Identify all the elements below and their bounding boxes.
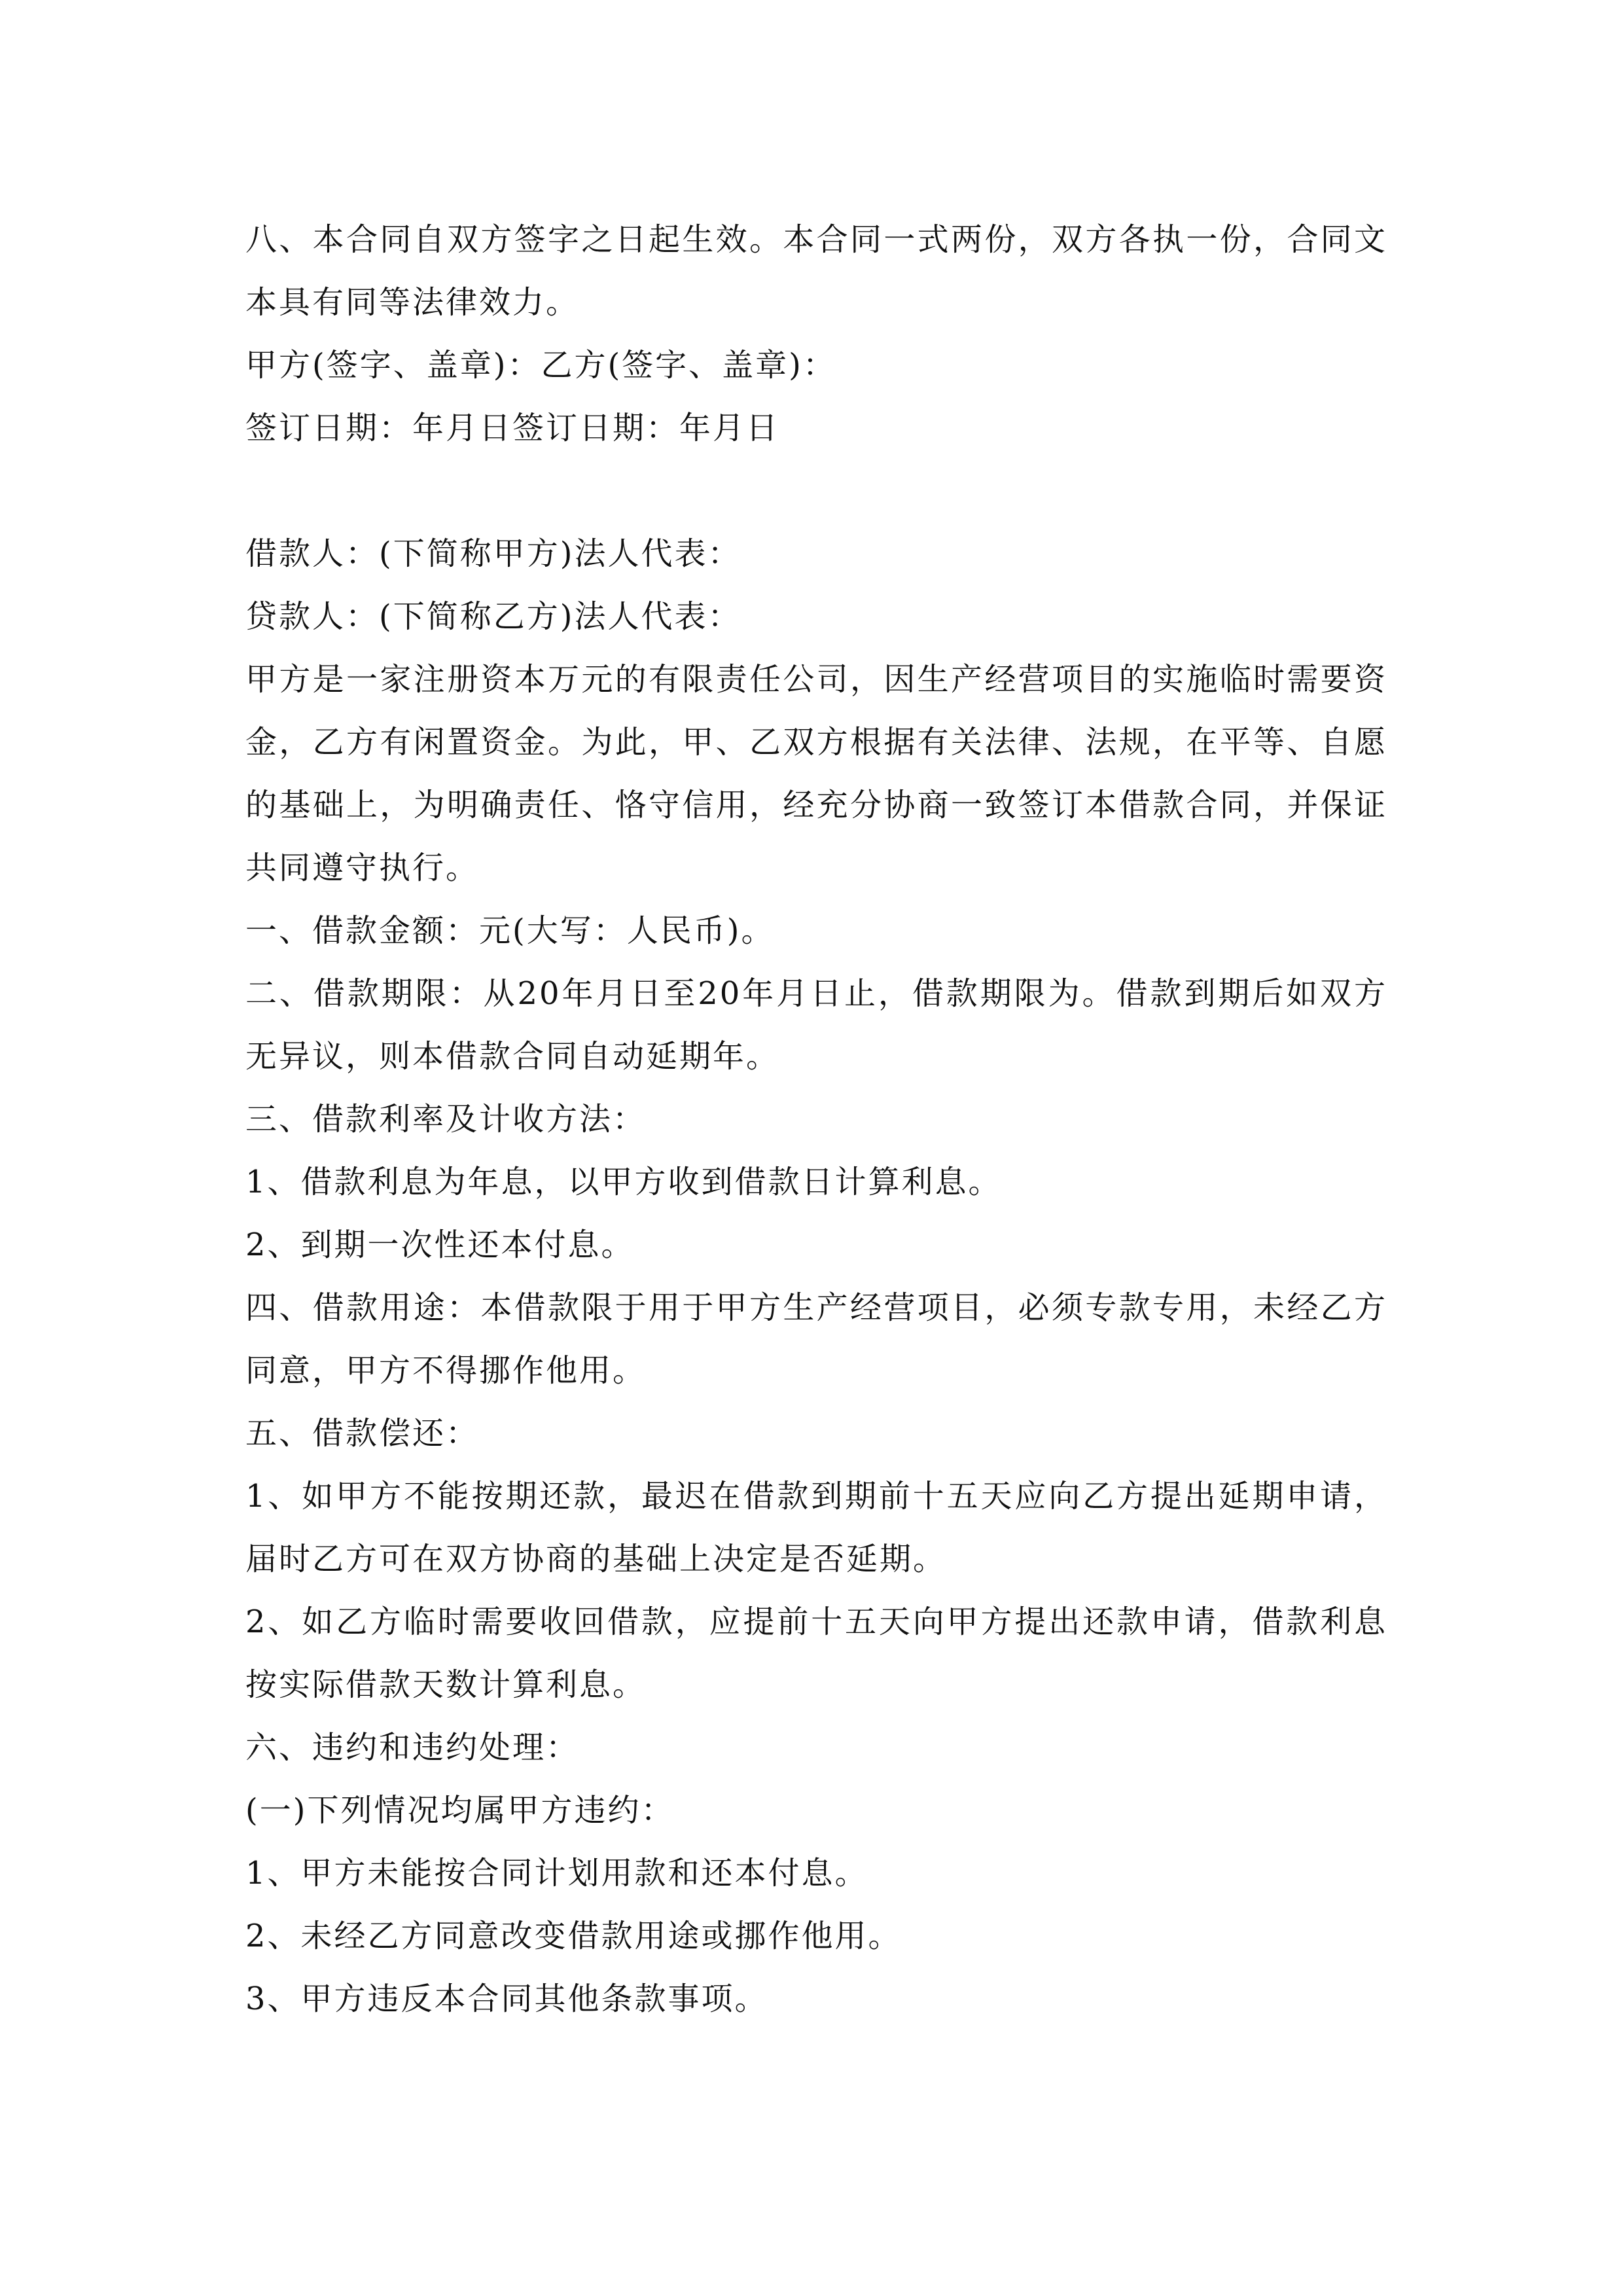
sign-date-line: 签订日期：年月日签订日期：年月日 bbox=[245, 410, 780, 446]
document-body bbox=[245, 208, 1387, 2030]
lender-line: 贷款人：(下简称乙方)法人代表： bbox=[245, 598, 741, 635]
clause-5-repayment: 五、借款偿还： bbox=[245, 1415, 480, 1452]
clause-6-item-3: 3、甲方违反本合同其他条款事项。 bbox=[245, 1981, 768, 2017]
clause-3-interest: 三、借款利率及计收方法： bbox=[245, 1101, 647, 1138]
clause-1-amount: 一、借款金额：元(大写：人民币)。 bbox=[245, 912, 775, 949]
signature-line: 甲方(签字、盖章)：乙方(签字、盖章)： bbox=[245, 347, 836, 384]
clause-5-item-2: 2、如乙方临时需要收回借款，应提前十五天向甲方提出还款申请，借款利息按实际借款天数计算利息。 bbox=[245, 1604, 1387, 1703]
section-spacer bbox=[245, 459, 1387, 522]
clause-4-purpose: 四、借款用途：本借款限于用于甲方生产经营项目，必须专款专用，未经乙方同意，甲方不得挪作他用。 bbox=[245, 1289, 1387, 1389]
clause-6-subheading: (一)下列情况均属甲方违约： bbox=[245, 1792, 675, 1829]
preamble: 甲方是一家注册资本万元的有限责任公司，因生产经营项目的实施临时需要资金，乙方有闲置资金。为此，甲、乙双方根据有关法律、法规，在平等、自愿的基础上，为明确责任、恪守信用，经充分协商一致签订本借款合同，并保证共同遵守执行。 bbox=[245, 661, 1387, 886]
clause-6-breach: 六、违约和违约处理： bbox=[245, 1729, 580, 1766]
clause-6-item-2: 2、未经乙方同意改变借款用途或挪作他用。 bbox=[245, 1918, 902, 1954]
clause-5-item-1: 1、如甲方不能按期还款，最迟在借款到期前十五天应向乙方提出延期申请，届时乙方可在双方协商的基础上决定是否延期。 bbox=[245, 1478, 1387, 1577]
borrower-line: 借款人：(下简称甲方)法人代表： bbox=[245, 535, 741, 572]
clause-8: 八、本合同自双方签字之日起生效。本合同一式两份，双方各执一份，合同文本具有同等法律效力。 bbox=[245, 221, 1387, 321]
clause-2-term: 二、借款期限：从20年月日至20年月日止，借款期限为。借款到期后如双方无异议，则本借款合同自动延期年。 bbox=[245, 975, 1387, 1075]
clause-6-item-1: 1、甲方未能按合同计划用款和还本付息。 bbox=[245, 1855, 868, 1892]
clause-3-item-2: 2、到期一次性还本付息。 bbox=[245, 1227, 635, 1263]
clause-3-item-1: 1、借款利息为年息，以甲方收到借款日计算利息。 bbox=[245, 1164, 1002, 1200]
